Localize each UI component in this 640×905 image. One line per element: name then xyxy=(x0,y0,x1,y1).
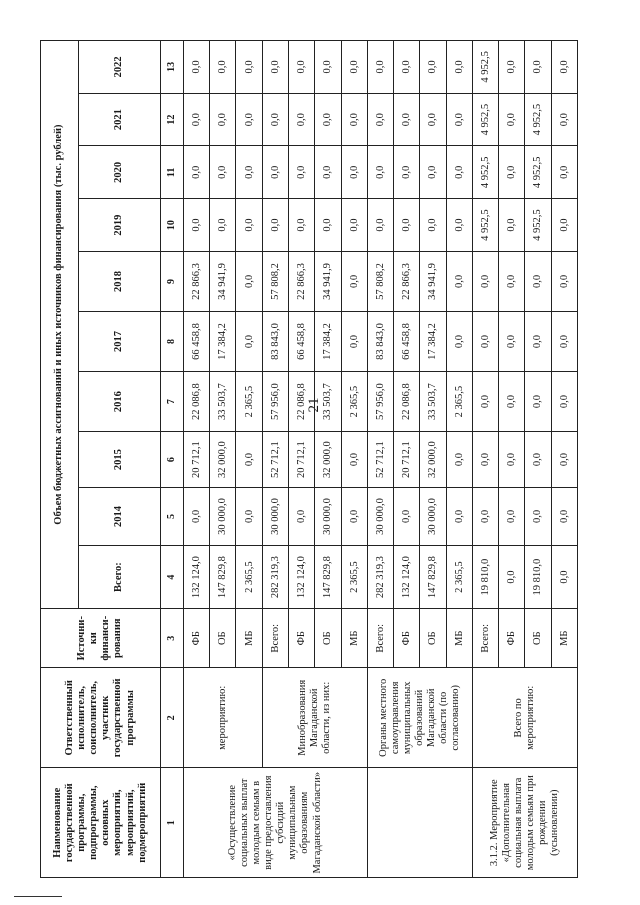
value-cell: 0,0 xyxy=(446,488,472,546)
value-cell: 83 843,0 xyxy=(262,311,288,371)
value-cell: 0,0 xyxy=(472,251,498,311)
value-cell: 4 952,5 xyxy=(525,199,551,252)
header-name: Наименование государственной программы, подпрограммы, основных мероприятий, мероприятий, подмероприятий xyxy=(41,768,161,878)
header-executor: Ответственный исполнитель, соисполнитель, участник государственной программы xyxy=(41,668,161,768)
value-cell: 30 000,0 xyxy=(420,488,446,546)
column-number: 6 xyxy=(160,432,183,488)
value-cell: 0,0 xyxy=(288,146,314,199)
value-cell: 2 365,5 xyxy=(446,545,472,608)
value-cell: 0,0 xyxy=(394,93,420,146)
value-cell: 30 000,0 xyxy=(262,488,288,546)
value-cell: 0,0 xyxy=(525,372,551,432)
value-cell: 17 384,2 xyxy=(420,311,446,371)
value-cell: 0,0 xyxy=(499,146,525,199)
value-cell: 0,0 xyxy=(341,93,367,146)
source-cell: ФБ xyxy=(183,609,209,668)
year-header: 2022 xyxy=(78,41,160,94)
value-cell: 132 124,0 xyxy=(394,545,420,608)
value-cell: 132 124,0 xyxy=(288,545,314,608)
value-cell: 0,0 xyxy=(183,146,209,199)
value-cell: 0,0 xyxy=(394,146,420,199)
value-cell: 30 000,0 xyxy=(315,488,341,546)
page-number: 21 xyxy=(306,397,322,413)
value-cell: 57 808,2 xyxy=(262,251,288,311)
value-cell: 0,0 xyxy=(499,93,525,146)
footer-line xyxy=(14,896,62,897)
value-cell: 0,0 xyxy=(210,41,236,94)
value-cell: 0,0 xyxy=(236,432,262,488)
value-cell: 19 810,0 xyxy=(525,545,551,608)
value-cell: 32 000,0 xyxy=(315,432,341,488)
value-cell: 0,0 xyxy=(525,488,551,546)
value-cell: 0,0 xyxy=(420,41,446,94)
column-numbers-row xyxy=(160,41,183,878)
value-cell: 0,0 xyxy=(262,93,288,146)
value-cell: 0,0 xyxy=(499,545,525,608)
value-cell: 0,0 xyxy=(288,93,314,146)
value-cell: 282 319,3 xyxy=(367,545,393,608)
value-cell: 0,0 xyxy=(315,41,341,94)
value-cell: 0,0 xyxy=(210,199,236,252)
measure-name: 3.1.2. Мероприятие «Дополнительная социальная выплата молодым семьям при рождении (усыновлении) xyxy=(472,768,577,878)
value-cell: 0,0 xyxy=(551,41,577,94)
value-cell: 0,0 xyxy=(315,146,341,199)
value-cell: 0,0 xyxy=(420,146,446,199)
value-cell: 2 365,5 xyxy=(341,372,367,432)
source-cell: ФБ xyxy=(288,609,314,668)
value-cell: 0,0 xyxy=(446,311,472,371)
value-cell: 0,0 xyxy=(262,199,288,252)
value-cell: 0,0 xyxy=(446,199,472,252)
value-cell: 32 000,0 xyxy=(420,432,446,488)
source-cell: ОБ xyxy=(315,609,341,668)
measure-name: «Осуществление социальных выплат молодым семьям в виде предоставления субсидий муниципальным образованиям Магаданской области» xyxy=(183,768,367,878)
column-number: 5 xyxy=(160,488,183,546)
value-cell: 66 458,8 xyxy=(394,311,420,371)
value-cell: 2 365,5 xyxy=(341,545,367,608)
column-number: 11 xyxy=(160,146,183,199)
source-cell: ОБ xyxy=(420,609,446,668)
value-cell: 2 365,5 xyxy=(236,545,262,608)
source-cell: МБ xyxy=(446,609,472,668)
value-cell: 0,0 xyxy=(183,93,209,146)
value-cell: 32 000,0 xyxy=(210,432,236,488)
year-header: 2014 xyxy=(78,488,160,546)
value-cell: 0,0 xyxy=(367,41,393,94)
value-cell: 30 000,0 xyxy=(367,488,393,546)
column-number: 4 xyxy=(160,545,183,608)
value-cell: 0,0 xyxy=(367,199,393,252)
rotated-table-container xyxy=(40,40,578,878)
value-cell: 0,0 xyxy=(288,199,314,252)
source-cell: ОБ xyxy=(210,609,236,668)
value-cell: 0,0 xyxy=(472,311,498,371)
value-cell: 0,0 xyxy=(472,432,498,488)
column-number: 10 xyxy=(160,199,183,252)
value-cell: 0,0 xyxy=(472,488,498,546)
header-source: Источни-ки финанси-рования xyxy=(41,609,161,668)
value-cell: 0,0 xyxy=(341,41,367,94)
value-cell: 0,0 xyxy=(525,41,551,94)
value-cell: 22 866,3 xyxy=(288,251,314,311)
value-cell: 0,0 xyxy=(183,41,209,94)
value-cell: 17 384,2 xyxy=(210,311,236,371)
value-cell: 0,0 xyxy=(236,199,262,252)
value-cell: 20 712,1 xyxy=(394,432,420,488)
value-cell: 0,0 xyxy=(551,93,577,146)
source-cell: Всего: xyxy=(367,609,393,668)
value-cell: 0,0 xyxy=(499,251,525,311)
value-cell: 0,0 xyxy=(446,41,472,94)
value-cell: 20 712,1 xyxy=(288,432,314,488)
source-cell: МБ xyxy=(551,609,577,668)
table-row xyxy=(472,41,498,878)
executor-cell: Минобразования Магаданской области, из них: xyxy=(262,668,367,768)
value-cell: 57 956,0 xyxy=(262,372,288,432)
value-cell: 0,0 xyxy=(472,372,498,432)
value-cell: 0,0 xyxy=(341,432,367,488)
value-cell: 0,0 xyxy=(525,251,551,311)
executor-cell: мероприятию: xyxy=(183,668,262,768)
value-cell: 0,0 xyxy=(394,41,420,94)
value-cell: 52 712,1 xyxy=(262,432,288,488)
value-cell: 33 503,7 xyxy=(420,372,446,432)
year-header: 2015 xyxy=(78,432,160,488)
value-cell: 22 866,3 xyxy=(183,251,209,311)
value-cell: 0,0 xyxy=(551,432,577,488)
value-cell: 0,0 xyxy=(525,432,551,488)
value-cell: 132 124,0 xyxy=(183,545,209,608)
year-header: 2019 xyxy=(78,199,160,252)
value-cell: 282 319,3 xyxy=(262,545,288,608)
value-cell: 0,0 xyxy=(262,41,288,94)
header-row-top xyxy=(41,41,79,878)
source-cell: МБ xyxy=(341,609,367,668)
table-row xyxy=(262,41,288,878)
source-cell: Всего: xyxy=(472,609,498,668)
value-cell: 0,0 xyxy=(551,488,577,546)
value-cell: 22 086,8 xyxy=(288,372,314,432)
column-number: 7 xyxy=(160,372,183,432)
column-number: 1 xyxy=(160,768,183,878)
value-cell: 0,0 xyxy=(499,488,525,546)
source-cell: ОБ xyxy=(525,609,551,668)
value-cell: 34 941,9 xyxy=(315,251,341,311)
column-number: 8 xyxy=(160,311,183,371)
value-cell: 4 952,5 xyxy=(525,93,551,146)
blank-cell xyxy=(367,768,472,878)
value-cell: 66 458,8 xyxy=(183,311,209,371)
value-cell: 0,0 xyxy=(420,199,446,252)
value-cell: 0,0 xyxy=(551,199,577,252)
value-cell: 0,0 xyxy=(499,41,525,94)
value-cell: 4 952,5 xyxy=(472,93,498,146)
value-cell: 0,0 xyxy=(236,41,262,94)
column-number: 13 xyxy=(160,41,183,94)
executor-cell: Всего по мероприятию: xyxy=(472,668,577,768)
table-row xyxy=(183,41,209,878)
budget-table xyxy=(40,40,578,878)
value-cell: 0,0 xyxy=(236,93,262,146)
year-header: 2021 xyxy=(78,93,160,146)
value-cell: 0,0 xyxy=(288,488,314,546)
value-cell: 22 086,8 xyxy=(183,372,209,432)
value-cell: 0,0 xyxy=(499,432,525,488)
value-cell: 4 952,5 xyxy=(472,199,498,252)
value-cell: 0,0 xyxy=(551,372,577,432)
value-cell: 17 384,2 xyxy=(315,311,341,371)
value-cell: 66 458,8 xyxy=(288,311,314,371)
executor-cell: Органы местного самоуправления муниципальных образований Магаданской области (по согласованию) xyxy=(367,668,472,768)
value-cell: 30 000,0 xyxy=(210,488,236,546)
value-cell: 4 952,5 xyxy=(525,146,551,199)
value-cell: 34 941,9 xyxy=(210,251,236,311)
column-number: 12 xyxy=(160,93,183,146)
value-cell: 0,0 xyxy=(367,146,393,199)
year-header: 2020 xyxy=(78,146,160,199)
value-cell: 0,0 xyxy=(210,146,236,199)
value-cell: 4 952,5 xyxy=(472,41,498,94)
source-cell: Всего: xyxy=(262,609,288,668)
value-cell: 0,0 xyxy=(394,488,420,546)
year-header: Всего: xyxy=(78,545,160,608)
value-cell: 0,0 xyxy=(236,251,262,311)
value-cell: 0,0 xyxy=(341,199,367,252)
value-cell: 0,0 xyxy=(525,311,551,371)
table-row xyxy=(367,41,393,878)
value-cell: 0,0 xyxy=(183,488,209,546)
value-cell: 0,0 xyxy=(551,146,577,199)
value-cell: 0,0 xyxy=(420,93,446,146)
year-header: 2017 xyxy=(78,311,160,371)
value-cell: 57 956,0 xyxy=(367,372,393,432)
value-cell: 0,0 xyxy=(446,251,472,311)
value-cell: 0,0 xyxy=(288,41,314,94)
value-cell: 0,0 xyxy=(446,432,472,488)
value-cell: 147 829,8 xyxy=(420,545,446,608)
value-cell: 0,0 xyxy=(341,311,367,371)
value-cell: 0,0 xyxy=(551,311,577,371)
value-cell: 147 829,8 xyxy=(315,545,341,608)
column-number: 3 xyxy=(160,609,183,668)
value-cell: 0,0 xyxy=(394,199,420,252)
value-cell: 2 365,5 xyxy=(446,372,472,432)
value-cell: 0,0 xyxy=(183,199,209,252)
value-cell: 34 941,9 xyxy=(420,251,446,311)
source-cell: МБ xyxy=(236,609,262,668)
value-cell: 20 712,1 xyxy=(183,432,209,488)
value-cell: 0,0 xyxy=(210,93,236,146)
value-cell: 0,0 xyxy=(236,146,262,199)
value-cell: 0,0 xyxy=(551,545,577,608)
value-cell: 0,0 xyxy=(499,311,525,371)
source-cell: ФБ xyxy=(499,609,525,668)
source-cell: ФБ xyxy=(394,609,420,668)
year-header: 2018 xyxy=(78,251,160,311)
table-body xyxy=(183,41,577,878)
value-cell: 0,0 xyxy=(236,488,262,546)
value-cell: 0,0 xyxy=(341,146,367,199)
value-cell: 83 843,0 xyxy=(367,311,393,371)
column-number: 9 xyxy=(160,251,183,311)
value-cell: 0,0 xyxy=(446,146,472,199)
value-cell: 2 365,5 xyxy=(236,372,262,432)
value-cell: 0,0 xyxy=(315,199,341,252)
value-cell: 22 086,8 xyxy=(394,372,420,432)
value-cell: 57 808,2 xyxy=(367,251,393,311)
value-cell: 0,0 xyxy=(499,372,525,432)
value-cell: 0,0 xyxy=(499,199,525,252)
column-number: 2 xyxy=(160,668,183,768)
value-cell: 33 503,7 xyxy=(315,372,341,432)
value-cell: 0,0 xyxy=(262,146,288,199)
value-cell: 0,0 xyxy=(315,93,341,146)
value-cell: 33 503,7 xyxy=(210,372,236,432)
value-cell: 52 712,1 xyxy=(367,432,393,488)
value-cell: 0,0 xyxy=(341,488,367,546)
value-cell: 0,0 xyxy=(367,93,393,146)
value-cell: 19 810,0 xyxy=(472,545,498,608)
value-cell: 0,0 xyxy=(236,311,262,371)
value-cell: 22 866,3 xyxy=(394,251,420,311)
value-cell: 4 952,5 xyxy=(472,146,498,199)
value-cell: 0,0 xyxy=(446,93,472,146)
value-cell: 147 829,8 xyxy=(210,545,236,608)
value-cell: 0,0 xyxy=(551,251,577,311)
header-volume: Объем бюджетных ассигнований и иных источников финансирования (тыс. рублей) xyxy=(41,41,79,609)
year-header: 2016 xyxy=(78,372,160,432)
value-cell: 0,0 xyxy=(341,251,367,311)
